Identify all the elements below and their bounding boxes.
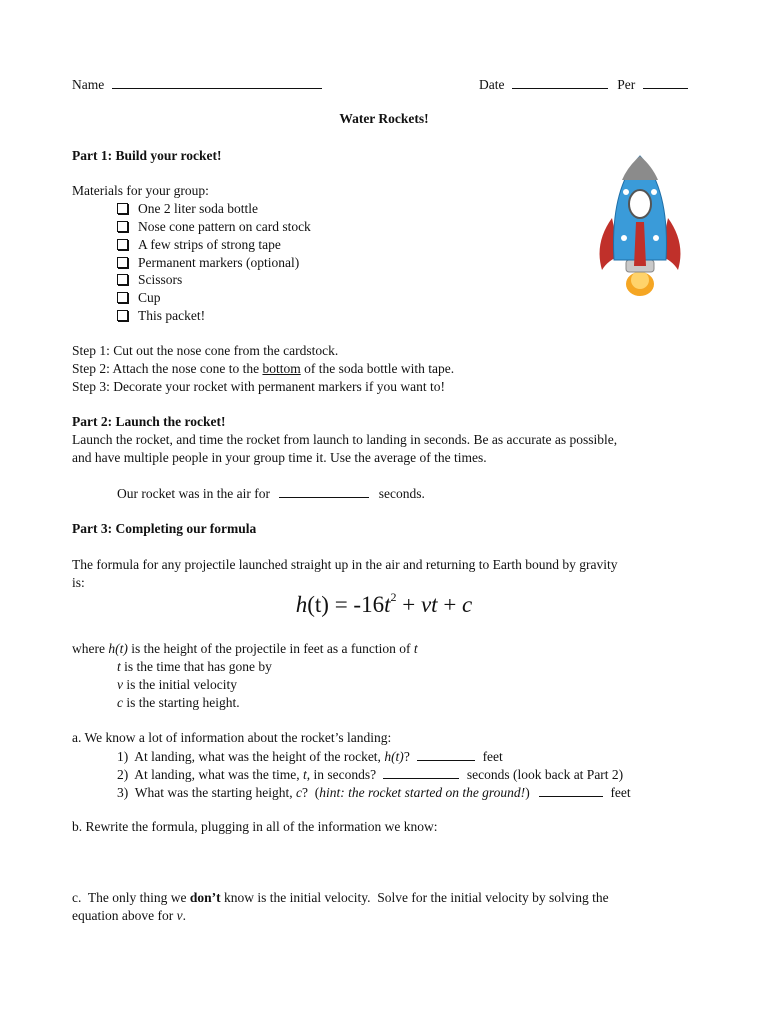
formula-exponent: 2 [390, 590, 397, 605]
part2-heading: Part 2: Launch the rocket! [72, 414, 226, 429]
material-item [117, 237, 281, 253]
q-emphasis: don’t [189, 890, 221, 905]
def-text: is the starting height. [123, 695, 240, 710]
step-2-text: Step 2: Attach the nose cone to the [72, 361, 263, 376]
material-label: One 2 liter soda bottle [138, 201, 258, 216]
checkbox-icon[interactable] [117, 239, 128, 250]
step-3: Step 3: Decorate your rocket with permanent markers if you want to! [72, 379, 446, 394]
checkbox-icon[interactable] [117, 257, 128, 268]
material-item [117, 308, 205, 324]
where-line [72, 641, 418, 657]
question-a: a. We know a lot of information about the rocket’s landing: [72, 730, 392, 745]
q-text: 1) At landing, what was the height of the rocket, [117, 749, 385, 764]
q-text: , in seconds? [306, 767, 377, 782]
q-text: know is the initial velocity. Solve for the initial velocity by solving the [220, 890, 609, 905]
checkbox-icon[interactable] [117, 203, 128, 214]
question-a3 [117, 784, 631, 801]
q-text: ? [403, 749, 410, 764]
per-label: Per [617, 77, 636, 92]
material-item [117, 201, 258, 217]
def-t [117, 659, 272, 675]
material-label: Nose cone pattern on card stock [138, 219, 311, 234]
formula-c: c [462, 592, 473, 617]
checkbox-icon[interactable] [117, 274, 128, 285]
material-item [117, 272, 182, 288]
def-text: is the initial velocity [123, 677, 237, 692]
air-time-blank[interactable] [279, 485, 369, 498]
q-var: t [302, 767, 307, 782]
q-var: c [295, 785, 302, 800]
page-title: Water Rockets! [339, 111, 429, 126]
where-var: h(t) [108, 641, 128, 656]
air-time-unit: seconds. [378, 486, 425, 501]
def-var: c [117, 695, 123, 710]
step-2-emphasis: bottom [262, 361, 301, 376]
per-blank[interactable] [643, 76, 688, 89]
formula-h: h [295, 592, 308, 617]
def-var: v [117, 677, 123, 692]
checkbox-icon[interactable] [117, 310, 128, 321]
checkbox-icon[interactable] [117, 221, 128, 232]
q-text: ? ( [301, 785, 320, 800]
q-text: equation above for [72, 908, 177, 923]
step-2-text-end: of the soda bottle with tape. [300, 361, 455, 376]
q-text: 2) At landing, what was the time, [117, 767, 303, 782]
question-a2 [117, 766, 623, 783]
def-var: t [117, 659, 121, 674]
name-row [72, 76, 322, 93]
answer-a3-blank[interactable] [539, 784, 603, 797]
q-text: c. The only thing we [72, 890, 190, 905]
q-unit: seconds (look back at Part 2) [466, 767, 624, 782]
material-item [117, 219, 311, 235]
q-var: h(t) [384, 749, 404, 764]
air-time-label: Our rocket was in the air for [117, 486, 270, 501]
formula-vt: vt [420, 592, 438, 617]
material-label: This packet! [138, 308, 206, 323]
formula-plus: + [396, 592, 421, 617]
formula-t: t [384, 592, 391, 617]
part3-intro-1: The formula for any projectile launched straight up in the air and returning to Earth bound by gravity [72, 557, 618, 572]
def-text: is the time that has gone by [120, 659, 272, 674]
material-label: Permanent markers (optional) [138, 255, 300, 270]
q-var: v [176, 908, 183, 923]
material-label: Scissors [138, 272, 183, 287]
material-label: A few strips of strong tape [138, 237, 281, 252]
q-text: . [182, 908, 186, 923]
checkbox-icon[interactable] [117, 292, 128, 303]
question-a1 [117, 748, 503, 765]
q-text: ) [525, 785, 530, 800]
def-v [117, 677, 237, 693]
answer-a2-blank[interactable] [383, 766, 459, 779]
part2-line2: and have multiple people in your group time it. Use the average of the times. [72, 450, 487, 465]
projectile-formula [0, 592, 768, 618]
name-label: Name [72, 77, 105, 92]
formula-plus: + [437, 592, 463, 617]
part3-intro-2: is: [72, 575, 85, 590]
part1-heading: Part 1: Build your rocket! [72, 148, 222, 163]
where-var: t [413, 641, 418, 656]
q-text: 3) What was the starting height, [117, 785, 296, 800]
date-row [479, 76, 688, 93]
part3-heading: Part 3: Completing our formula [72, 521, 257, 536]
step-1: Step 1: Cut out the nose cone from the cardstock. [72, 343, 339, 358]
material-item [117, 255, 299, 271]
q-hint: hint: the rocket started on the ground! [319, 785, 526, 800]
material-item [117, 290, 161, 306]
where-text: where [72, 641, 109, 656]
question-c-line2 [72, 908, 186, 924]
date-blank[interactable] [512, 76, 608, 89]
def-c [117, 695, 240, 711]
air-time-row [117, 485, 425, 502]
q-unit: feet [610, 785, 631, 800]
step-2 [72, 361, 454, 377]
question-b: b. Rewrite the formula, plugging in all of the information we know: [72, 819, 438, 834]
rocket-icon [590, 148, 690, 298]
part2-line1: Launch the rocket, and time the rocket from launch to landing in seconds. Be as accurate as possible, [72, 432, 618, 447]
q-unit: feet [482, 749, 503, 764]
answer-a1-blank[interactable] [417, 748, 475, 761]
formula-part: (t) = -16 [307, 592, 385, 617]
name-blank[interactable] [112, 76, 322, 89]
question-c [72, 890, 609, 906]
date-label: Date [479, 77, 505, 92]
materials-intro: Materials for your group: [72, 183, 209, 198]
where-text: is the height of the projectile in feet as a function of [127, 641, 414, 656]
material-label: Cup [138, 290, 161, 305]
